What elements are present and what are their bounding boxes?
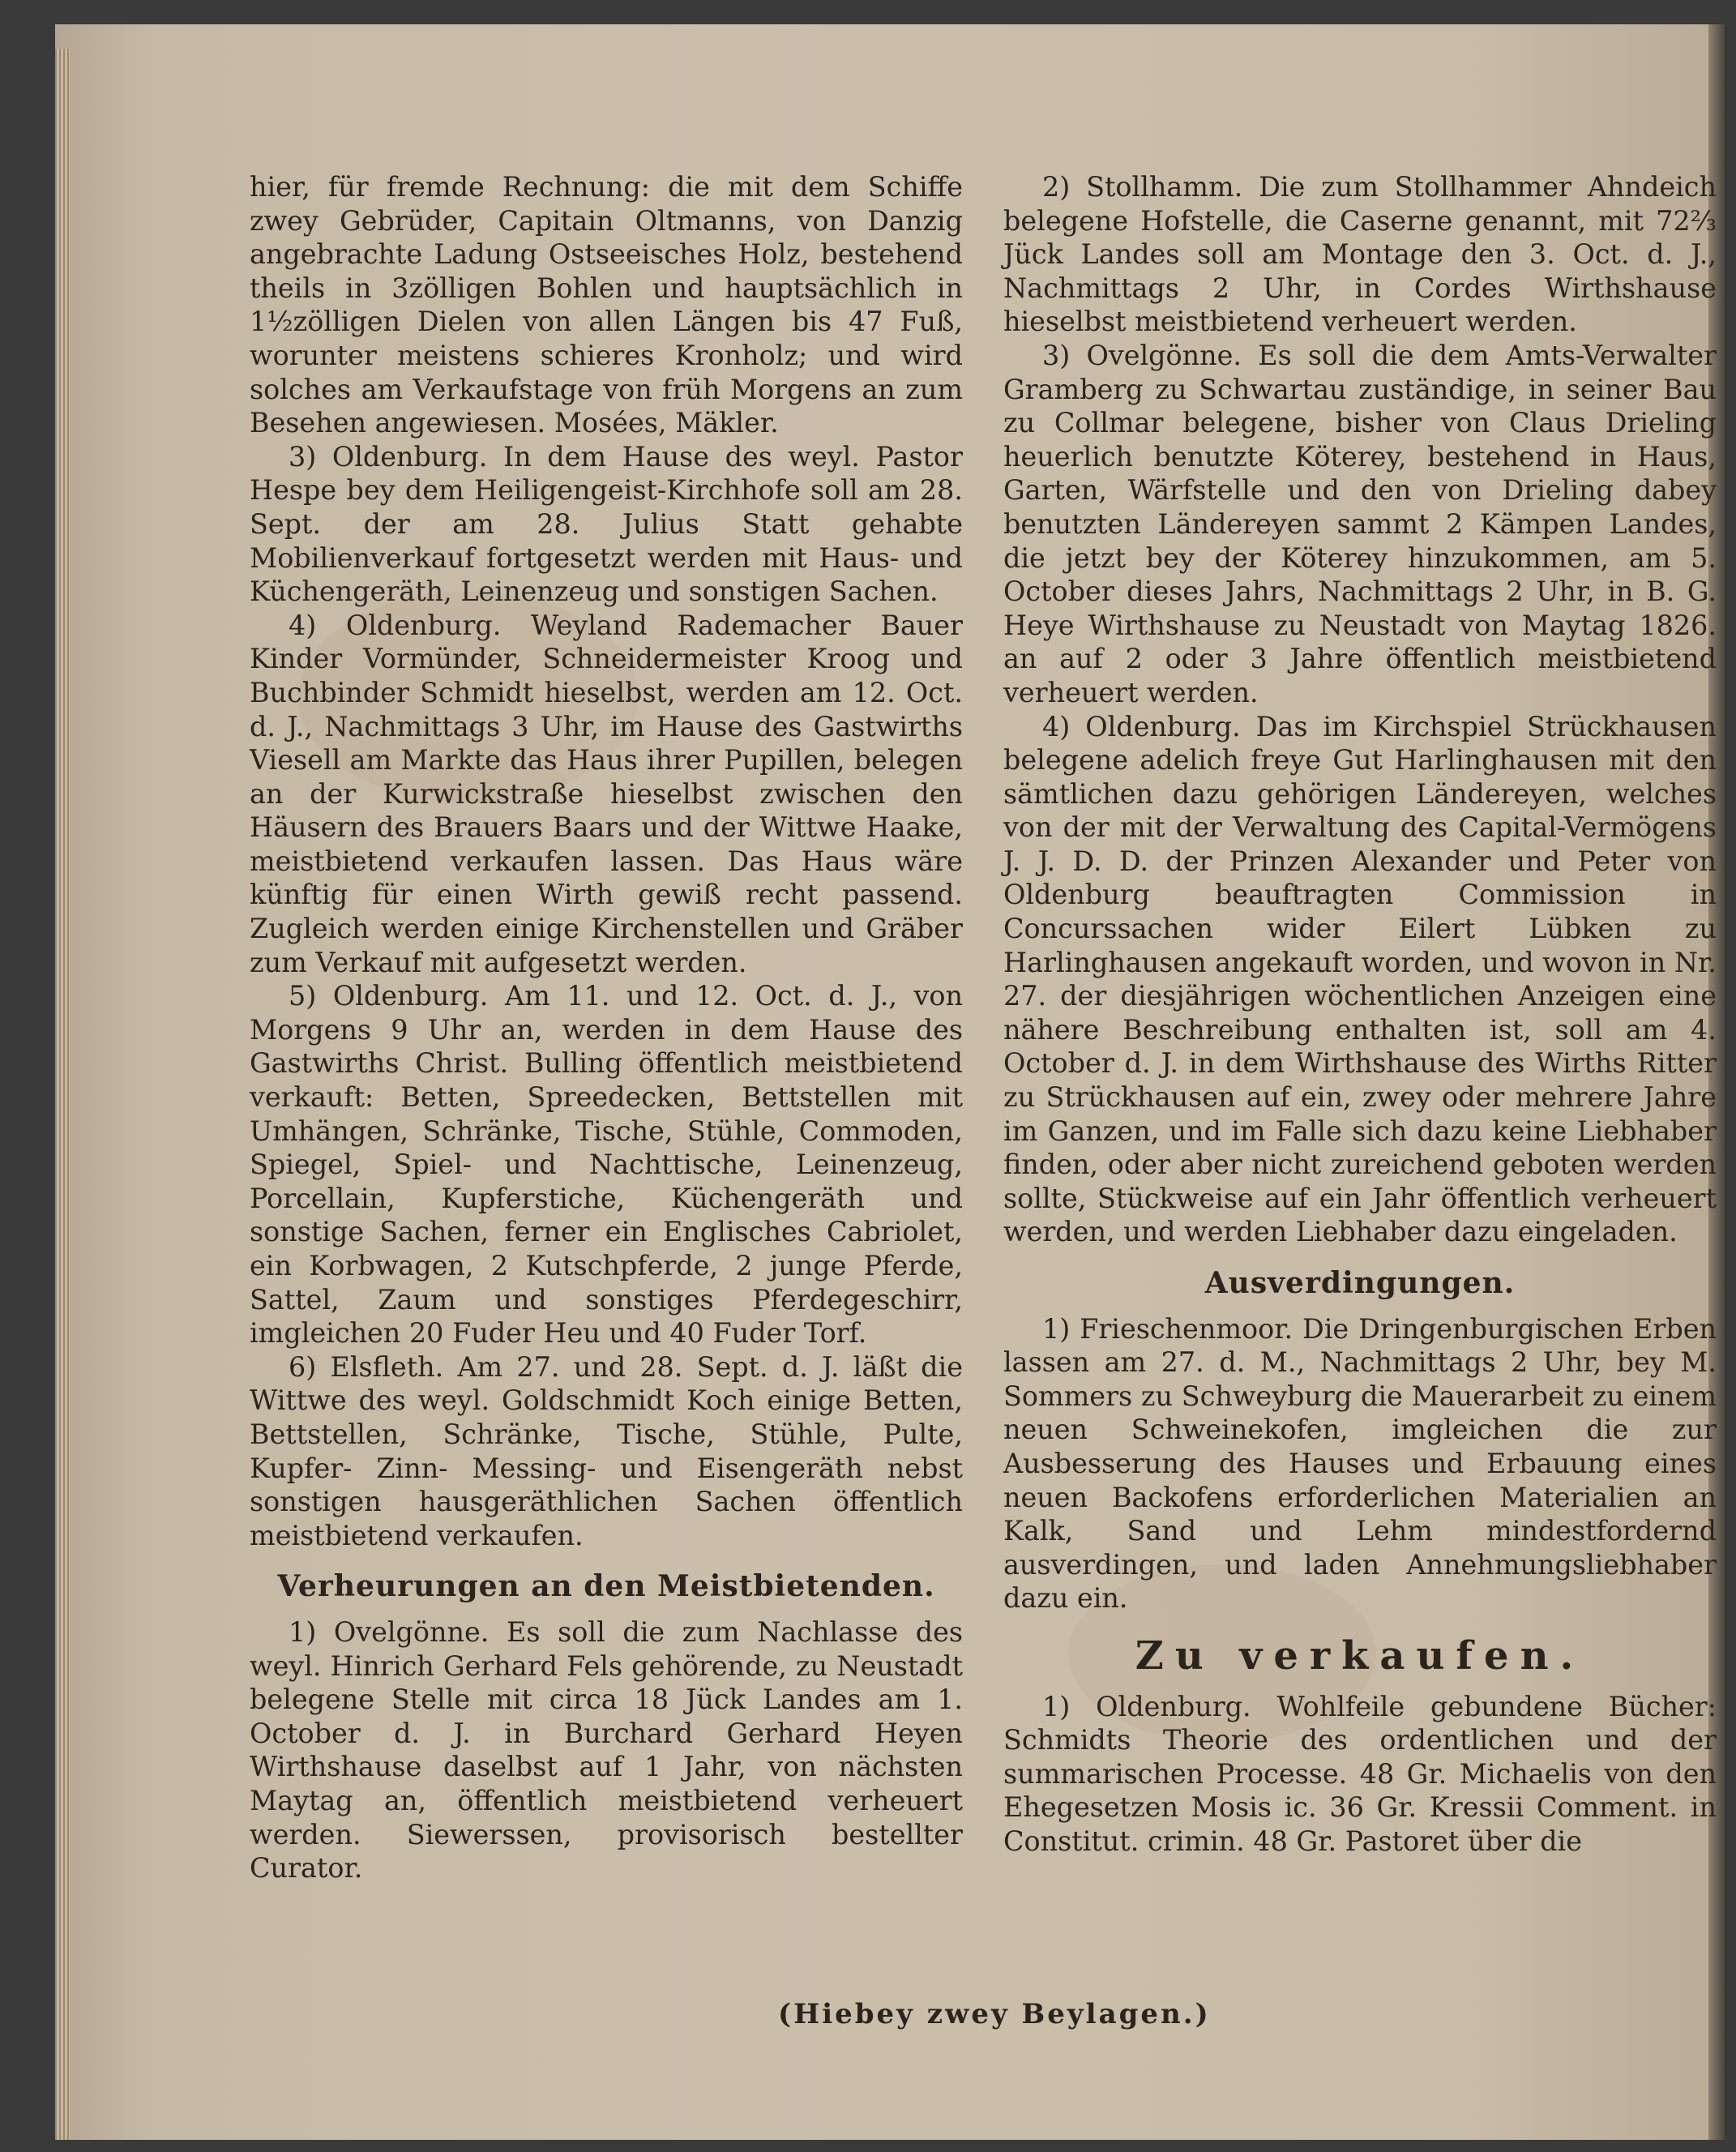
paragraph: 1) Frieschenmoor. Die Dringenburgischen Erben lassen am 27. d. M., Nachmittags 2 Uhr, bey M. Sommers zu Schweyburg die Mauerarbeit zu einem neuen Schweinekofen, imgleichen die zur Ausbesserung des Hauses und Erbauung eines neuen Backofens erforderlichen Materialien an Kalk, Sand und Lehm mindestfordernd ausverdingen, und laden Annehmungsliebhaber dazu ein. xyxy=(1003,1312,1717,1615)
paragraph: 1) Ovelgönne. Es soll die zum Nachlasse des weyl. Hinrich Gerhard Fels gehörende, zu Neustadt belegene Stelle mit circa 18 Jück Landes am 1. October d. J. in Burchard Gerhard Heyen Wirthshause daselbst auf 1 Jahr, von nächsten Maytag an, öffentlich meistbietend verheuert werden. Siewerssen, provisorisch bestellter Curator. xyxy=(250,1615,963,1885)
paragraph: 6) Elsfleth. Am 27. und 28. Sept. d. J. läßt die Wittwe des weyl. Goldschmidt Koch einige Betten, Bettstellen, Schränke, Tische, Stühle, Pulte, Kupfer- Zinn- Messing- und Eisengeräth nebst sonstigen hausgeräthlichen Sachen öffentlich meistbietend verkaufen. xyxy=(250,1350,963,1551)
paragraph: 1) Oldenburg. Wohlfeile gebundene Bücher: Schmidts Theorie des ordentlichen und der summarischen Processe. 48 Gr. Michaelis von den Ehegesetzen Mosis ic. 36 Gr. Kressii Comment. in Constitut. crimin. 48 Gr. Pastoret über die xyxy=(1003,1690,1717,1857)
page-edges xyxy=(55,49,70,2140)
paragraph: 3) Oldenburg. In dem Hause des weyl. Pastor Hespe bey dem Heiligengeist-Kirchhofe soll am 28. Sept. der am 28. Julius Statt gehabte Mobilienverkauf fortgesetzt werden mit Haus- und Küchengeräth, Leinenzeug und sonstigen Sachen. xyxy=(250,440,963,608)
paragraph: 2) Stollhamm. Die zum Stollhammer Ahndeich belegene Hofstelle, die Caserne genannt, mit 72⅔ Jück Landes soll am Montage den 3. Oct. d. J., Nachmittags 2 Uhr, in Cordes Wirthshause hieselbst meistbietend verheuert werden. xyxy=(1003,171,1717,338)
section-heading: Ausverdingungen. xyxy=(1204,1266,1516,1300)
section-heading: Zu verkaufen. xyxy=(1135,1632,1585,1679)
paragraph: hier, für fremde Rechnung: die mit dem Schiffe zwey Gebrüder, Capitain Oltmanns, von Danzig angebrachte Ladung Ostseeisches Holz, bestehend theils in 3zölligen Bohlen und hauptsächlich in 1½zölligen Dielen von allen Längen bis 47 Fuß, worunter meistens schieres Kronholz; und wird solches am Verkaufstage von früh Morgens an zum Besehen angewiesen. Mosées, Mäkler. xyxy=(250,171,963,439)
paragraph: 4) Oldenburg. Das im Kirchspiel Strückhausen belegene adelich freye Gut Harlinghausen mit den sämtlichen dazu gehörigen Ländereyen, welches von der mit der Verwaltung des Capital-Vermögens J. J. D. D. der Prinzen Alexander und Peter von Oldenburg beauftragten Commission in Concurssachen wider Eilert Lübken zu Harlinghausen angekauft worden, und wovon in Nr. 27. der diesjährigen wöchentlichen Anzeigen eine nähere Beschreibung enthalten ist, soll am 4. October d. J. in dem Wirthshause des Wirths Ritter zu Strückhausen auf ein, zwey oder mehrere Jahre im Ganzen, und im Falle sich dazu keine Liebhaber finden, oder aber nicht zureichend geboten werden sollte, Stückweise auf ein Jahr öffentlich verheuert werden, und werden Liebhaber dazu eingeladen. xyxy=(1003,710,1717,1248)
right-column xyxy=(1003,170,1717,1859)
left-column xyxy=(250,170,963,1885)
paragraph: 4) Oldenburg. Weyland Rademacher Bauer Kinder Vormünder, Schneidermeister Kroog und Buchbinder Schmidt hieselbst, werden am 12. Oct. d. J., Nachmittags 3 Uhr, im Hause des Gastwirths Viesell am Markte das Haus ihrer Pupillen, belegen an der Kurwickstraße hieselbst zwischen den Häusern des Brauers Baars und der Wittwe Haake, meistbietend verkaufen lassen. Das Haus wäre künftig für einen Wirth gewiß recht passend. Zugleich werden einige Kirchenstellen und Gräber zum Verkauf mit aufgesetzt werden. xyxy=(250,609,963,978)
section-heading: Verheurungen an den Meistbietenden. xyxy=(277,1569,935,1604)
newspaper-page xyxy=(55,24,1725,2140)
paragraph: 3) Ovelgönne. Es soll die dem Amts-Verwalter Gramberg zu Schwartau zuständige, in seiner Bau zu Collmar belegene, bisher von Claus Drieling heuerlich benutzte Köterey, bestehend in Haus, Garten, Wärfstelle und den von Drieling dabey benutzten Ländereyen sammt 2 Kämpen Landes, die jetzt bey der Köterey hinzukommen, am 5. October dieses Jahrs, Nachmittags 2 Uhr, in B. G. Heye Wirthshause zu Neustadt von Maytag 1826. an auf 2 oder 3 Jahre öffentlich meistbietend verheuert werden. xyxy=(1003,339,1717,708)
paragraph: 5) Oldenburg. Am 11. und 12. Oct. d. J., von Morgens 9 Uhr an, werden in dem Hause des Gastwirths Christ. Bulling öffentlich meistbietend verkauft: Betten, Spreedecken, Bettstellen mit Umhängen, Schränke, Tische, Stühle, Commoden, Spiegel, Spiel- und Nachttische, Leinenzeug, Porcellain, Kupferstiche, Küchengeräth und sonstige Sachen, ferner ein Englisches Cabriolet, ein Korbwagen, 2 Kutschpferde, 2 junge Pferde, Sattel, Zaum und sonstiges Pferdegeschirr, imgleichen 20 Fuder Heu und 40 Fuder Torf. xyxy=(250,980,963,1350)
footer-note: (Hiebey zwey Beylagen.) xyxy=(778,1998,1211,2030)
